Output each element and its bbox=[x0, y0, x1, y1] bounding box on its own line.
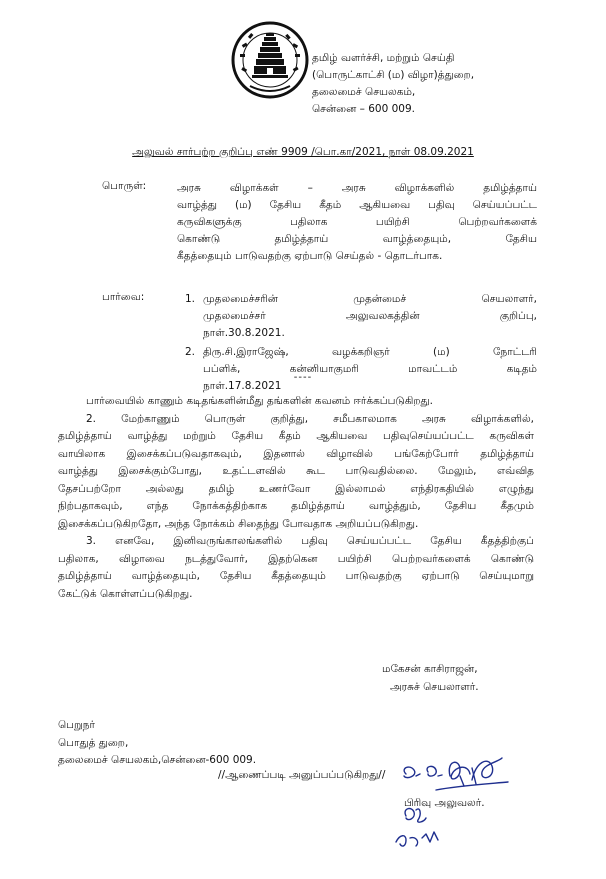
reference-line: முதலமைச்சரின் முதன்மைச் செயலாளர், bbox=[203, 293, 537, 305]
recipient-line: தலைமைச் செயலகம்,சென்னை-600 009. bbox=[58, 754, 257, 766]
body-line: தமிழ்த்தாய் வாழ்த்து மற்றும் தேசிய கீதம் ஆகியவை பதிவுசெய்யப்பட்ட கருவிகள் bbox=[58, 430, 534, 442]
forward-line: //ஆணைப்படி அனுப்பப்படுகிறது// bbox=[218, 769, 386, 781]
body-line: தேசப்பற்றோ அல்லது தமிழ் உணர்வோ இல்லாமல் எந்திரகதியில் எழுந்து bbox=[58, 482, 534, 495]
body-line: நிற்பதாகவும், எந்த நோக்கத்திற்காக தமிழ்த்தாய் வாழ்த்தும், தேசிய கீதமும் bbox=[58, 500, 534, 512]
reference-line: நாள்.17.8.2021 bbox=[203, 380, 282, 392]
signature-block bbox=[382, 661, 479, 696]
reference-line: பப்ளிக், கன்னியாகுமரி மாவட்டம் கடிதம் bbox=[203, 363, 537, 375]
body-line: பதிலாக, விழாவை நடத்துவோர், இதற்கென பயிற்சி பெற்றவர்களைக் கொண்டு bbox=[58, 552, 534, 565]
office-address bbox=[312, 50, 602, 118]
tamil-nadu-emblem-icon bbox=[230, 20, 310, 104]
subject-label: பொருள்: bbox=[102, 180, 147, 192]
subject-line: கொண்டு தமிழ்த்தாய் வாழ்த்தையும், தேசிய bbox=[177, 233, 537, 245]
subject-line: கருவிகளுக்கு பதிலாக பயிற்சி பெற்றவர்களைக் bbox=[177, 216, 537, 228]
body-line: தமிழ்த்தாய் வாழ்த்தையும், தேசிய கீதத்தையும் பாடுவதற்கு ஏற்பாடு செய்யுமாறு bbox=[58, 570, 534, 582]
reference-number-2: 2. bbox=[185, 346, 196, 358]
references-label: பார்வை: bbox=[102, 291, 145, 303]
recipient-line: பொதுத் துறை, bbox=[58, 736, 129, 749]
reference-number: அலுவல் சார்பற்ற குறிப்பு எண் 9909 /பொ.கா/2021, நாள் 08.09.2021 bbox=[132, 146, 474, 158]
signatory-name: மகேசன் காசிராஜன், bbox=[382, 663, 478, 675]
subject-line: வாழ்த்து (ம) தேசிய கீதம் ஆகியவை பதிவு செய்யப்பட்ட bbox=[177, 199, 537, 211]
address-line: தமிழ் வளர்ச்சி, மற்றும் செய்தி bbox=[312, 52, 455, 64]
recipient-block bbox=[58, 717, 256, 770]
section-officer: பிரிவு அலுவலர். bbox=[404, 797, 485, 809]
reference-line: திரு.சி.இராஜேஷ், வழக்கறிஞர் (ம) நோட்டரி bbox=[203, 346, 537, 358]
address-line: சென்னை – 600 009. bbox=[312, 103, 415, 115]
body-line: 2. மேற்காணும் பொருள் குறித்து, சமீபகாலமாக அரசு விழாக்களில், bbox=[86, 412, 534, 425]
body-line: இசைக்கப்படுகிறதோ, அந்த நோக்கம் சிதைந்து போவதாக அறியப்படுகிறது. bbox=[58, 517, 419, 530]
reference-line: முதலமைச்சர் அலுவலகத்தின் குறிப்பு, bbox=[203, 310, 537, 322]
address-line: தலைமைச் செயலகம், bbox=[312, 86, 416, 98]
address-line: (பொருட்காட்சி (ம) விழா)த்துறை, bbox=[312, 69, 475, 81]
body-line: வாயிலாக இசைக்கப்படுவதாகவும், இதனால் விழாவில் பங்கேற்போர் தமிழ்த்தாய் bbox=[58, 447, 534, 460]
subject-line: கீதத்தையும் பாடுவதற்கு ஏற்பாடு செய்தல் - தொடர்பாக. bbox=[177, 250, 443, 262]
letter-body bbox=[58, 393, 534, 603]
signatory-title: அரசுச் செயலாளர். bbox=[390, 680, 479, 693]
reference-number-1: 1. bbox=[185, 293, 196, 305]
body-line: 3. எனவே, இனிவருங்காலங்களில் பதிவு செய்யப்பட்ட தேசிய கீதத்திற்குப் bbox=[86, 535, 534, 547]
body-line: வாழ்த்து இசைக்கும்போது, உதட்டளவில் கூட பாடுவதில்லை. மேலும், எவ்வித bbox=[58, 465, 534, 477]
reference-line: நாள்.30.8.2021. bbox=[203, 327, 285, 339]
separator: ---- bbox=[293, 372, 313, 383]
subject-line: அரசு விழாக்கள் – அரசு விழாக்களில் தமிழ்த்தாய் bbox=[177, 182, 537, 194]
recipient-line: பெறுநர் bbox=[58, 719, 95, 731]
body-line: பார்வையில் காணும் கடிதங்களின்மீது தங்களின் கவனம் ஈர்க்கப்படுகிறது. bbox=[86, 395, 433, 407]
body-line: கேட்டுக் கொள்ளப்படுகிறது. bbox=[58, 587, 193, 600]
subject-text bbox=[177, 180, 537, 265]
